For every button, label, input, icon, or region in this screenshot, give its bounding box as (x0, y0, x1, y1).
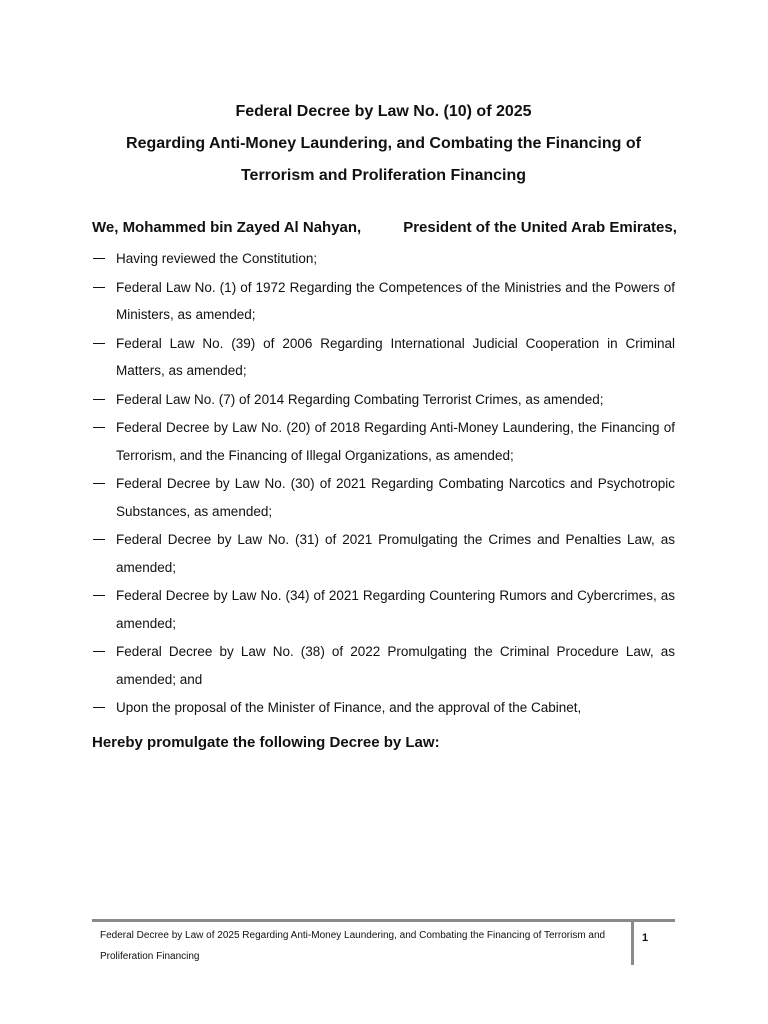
recital-text: Federal Decree by Law No. (34) of 2021 Regarding Countering Rumors and Cybercrimes, as amended; (116, 588, 675, 631)
promulgation-statement: Hereby promulgate the following Decree by Law: (92, 734, 440, 751)
recitals-list (92, 245, 675, 723)
recital-text: Federal Law No. (7) of 2014 Regarding Combating Terrorist Crimes, as amended; (116, 391, 604, 407)
document-title (92, 96, 675, 192)
preamble (92, 216, 675, 240)
footer-text: Federal Decree by Law of 2025 Regarding Anti-Money Laundering, and Combating the Financing of Terrorism and Proliferation Financing (100, 930, 606, 962)
recital-text: Federal Decree by Law No. (38) of 2022 Promulgating the Criminal Procedure Law, as amended; and (116, 644, 675, 687)
page-number: 1 (642, 932, 649, 944)
recital-text: Having reviewed the Constitution; (116, 251, 318, 266)
page-footer (92, 919, 675, 968)
recital-item (92, 386, 675, 414)
recital-item (92, 330, 675, 385)
recital-item (92, 470, 675, 525)
recital-item (92, 694, 675, 722)
recital-text: Federal Law No. (39) of 2006 Regarding International Judicial Cooperation in Criminal Matters, as amended; (116, 335, 675, 378)
recital-item (92, 638, 675, 693)
preamble-issuer: We, Mohammed bin Zayed Al Nahyan, (92, 219, 362, 236)
recital-text: Upon the proposal of the Minister of Finance, and the approval of the Cabinet, (116, 700, 582, 715)
recital-text: Federal Decree by Law No. (30) of 2021 Regarding Combating Narcotics and Psychotropic Substances, as amended; (116, 476, 675, 519)
recital-item (92, 245, 675, 273)
title-line-2: Regarding Anti-Money Laundering, and Combating the Financing of (126, 135, 641, 152)
preamble-role: President of the United Arab Emirates, (403, 219, 677, 236)
recital-item (92, 414, 675, 469)
title-line-3: Terrorism and Proliferation Financing (240, 167, 527, 184)
footer-divider (631, 922, 634, 965)
title-line-1: Federal Decree by Law No. (10) of 2025 (235, 103, 532, 120)
recital-item (92, 274, 675, 329)
recital-text: Federal Law No. (1) of 1972 Regarding the Competences of the Ministries and the Powers of Ministers, as amended; (116, 279, 675, 322)
recital-text: Federal Decree by Law No. (20) of 2018 Regarding Anti-Money Laundering, the Financing of Terrorism, and the Financing of Illegal Organizations, as amended; (116, 420, 675, 463)
recital-item (92, 582, 675, 637)
recital-item (92, 526, 675, 581)
recital-text: Federal Decree by Law No. (31) of 2021 Promulgating the Crimes and Penalties Law, as amended; (116, 532, 675, 575)
